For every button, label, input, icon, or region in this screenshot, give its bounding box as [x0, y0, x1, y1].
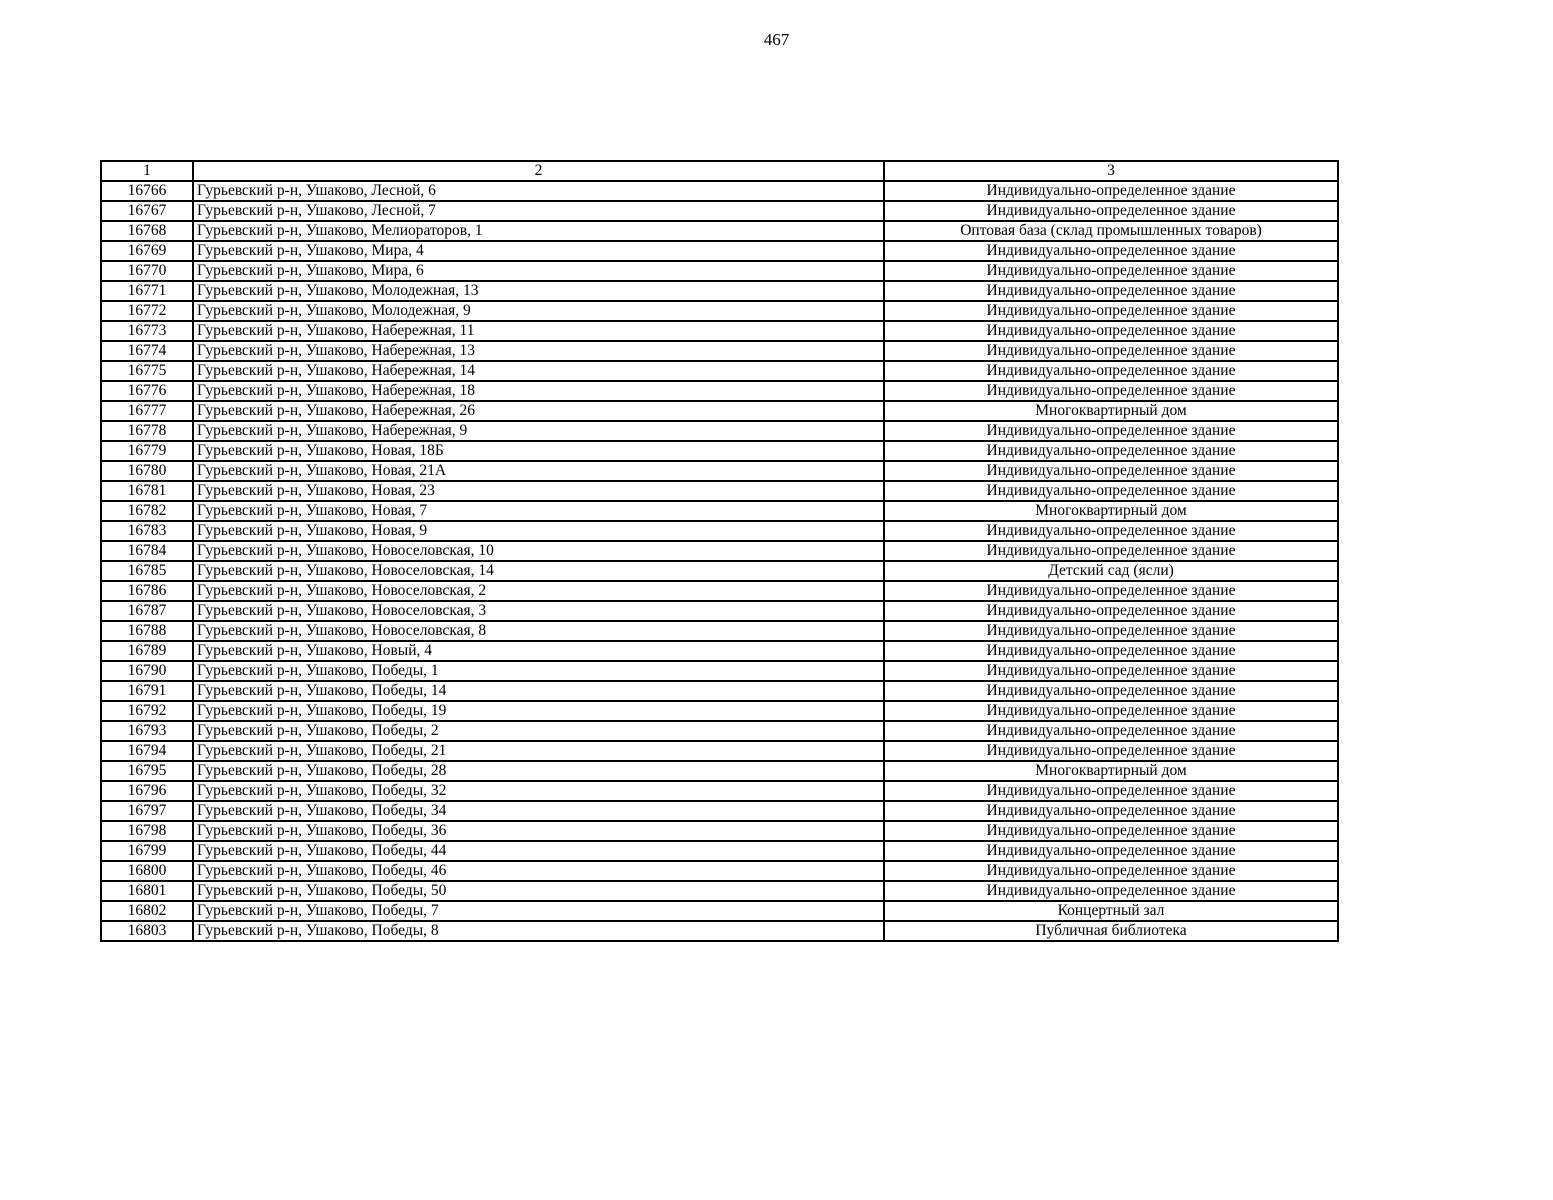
object-type-cell: Многоквартирный дом [884, 761, 1338, 781]
row-number-cell: 16796 [101, 781, 193, 801]
table-row [101, 381, 1338, 401]
row-number-cell: 16792 [101, 701, 193, 721]
table-row [101, 921, 1338, 941]
object-type-cell: Детский сад (ясли) [884, 561, 1338, 581]
table-row [101, 661, 1338, 681]
object-type-cell: Индивидуально-определенное здание [884, 481, 1338, 501]
object-type-cell: Публичная библиотека [884, 921, 1338, 941]
table-row [101, 281, 1338, 301]
address-cell: Гурьевский р-н, Ушаково, Лесной, 7 [193, 201, 884, 221]
row-number-cell: 16784 [101, 541, 193, 561]
row-number-cell: 16768 [101, 221, 193, 241]
address-cell: Гурьевский р-н, Ушаково, Победы, 1 [193, 661, 884, 681]
row-number-cell: 16794 [101, 741, 193, 761]
row-number-cell: 16801 [101, 881, 193, 901]
address-cell: Гурьевский р-н, Ушаково, Мира, 4 [193, 241, 884, 261]
address-cell: Гурьевский р-н, Ушаково, Молодежная, 13 [193, 281, 884, 301]
address-cell: Гурьевский р-н, Ушаково, Победы, 19 [193, 701, 884, 721]
table-body [101, 161, 1338, 941]
address-cell: Гурьевский р-н, Ушаково, Новая, 23 [193, 481, 884, 501]
object-type-cell: Индивидуально-определенное здание [884, 361, 1338, 381]
table-row [101, 841, 1338, 861]
table-row [101, 581, 1338, 601]
address-cell: Гурьевский р-н, Ушаково, Новоселовская, 14 [193, 561, 884, 581]
row-number-cell: 16774 [101, 341, 193, 361]
table-row [101, 341, 1338, 361]
address-cell: Гурьевский р-н, Ушаково, Победы, 28 [193, 761, 884, 781]
object-type-cell: Индивидуально-определенное здание [884, 821, 1338, 841]
table-row [101, 761, 1338, 781]
row-number-cell: 16788 [101, 621, 193, 641]
table-header-row [101, 161, 1338, 181]
row-number-cell: 16782 [101, 501, 193, 521]
table-row [101, 541, 1338, 561]
table-row [101, 901, 1338, 921]
address-cell: Гурьевский р-н, Ушаково, Молодежная, 9 [193, 301, 884, 321]
table-row [101, 461, 1338, 481]
table-row [101, 801, 1338, 821]
row-number-cell: 16787 [101, 601, 193, 621]
object-type-cell: Индивидуально-определенное здание [884, 341, 1338, 361]
address-cell: Гурьевский р-н, Ушаково, Новый, 4 [193, 641, 884, 661]
address-cell: Гурьевский р-н, Ушаково, Набережная, 14 [193, 361, 884, 381]
table-row [101, 321, 1338, 341]
address-cell: Гурьевский р-н, Ушаково, Новая, 7 [193, 501, 884, 521]
object-type-cell: Концертный зал [884, 901, 1338, 921]
row-number-cell: 16769 [101, 241, 193, 261]
address-cell: Гурьевский р-н, Ушаково, Набережная, 18 [193, 381, 884, 401]
object-type-cell: Индивидуально-определенное здание [884, 841, 1338, 861]
address-cell: Гурьевский р-н, Ушаково, Мелиораторов, 1 [193, 221, 884, 241]
table-row [101, 741, 1338, 761]
address-cell: Гурьевский р-н, Ушаково, Победы, 8 [193, 921, 884, 941]
address-cell: Гурьевский р-н, Ушаково, Набережная, 26 [193, 401, 884, 421]
address-cell: Гурьевский р-н, Ушаково, Новая, 21А [193, 461, 884, 481]
object-type-cell: Индивидуально-определенное здание [884, 621, 1338, 641]
table-row [101, 401, 1338, 421]
row-number-cell: 16795 [101, 761, 193, 781]
address-cell: Гурьевский р-н, Ушаково, Новоселовская, 10 [193, 541, 884, 561]
row-number-cell: 16770 [101, 261, 193, 281]
header-cell-1: 1 [101, 161, 193, 181]
row-number-cell: 16777 [101, 401, 193, 421]
row-number-cell: 16799 [101, 841, 193, 861]
object-type-cell: Индивидуально-определенное здание [884, 741, 1338, 761]
address-cell: Гурьевский р-н, Ушаково, Новоселовская, 3 [193, 601, 884, 621]
object-type-cell: Оптовая база (склад промышленных товаров) [884, 221, 1338, 241]
row-number-cell: 16771 [101, 281, 193, 301]
table-row [101, 681, 1338, 701]
table-row [101, 561, 1338, 581]
address-cell: Гурьевский р-н, Ушаково, Победы, 7 [193, 901, 884, 921]
object-type-cell: Индивидуально-определенное здание [884, 801, 1338, 821]
row-number-cell: 16793 [101, 721, 193, 741]
address-cell: Гурьевский р-н, Ушаково, Лесной, 6 [193, 181, 884, 201]
row-number-cell: 16802 [101, 901, 193, 921]
address-cell: Гурьевский р-н, Ушаково, Победы, 46 [193, 861, 884, 881]
address-cell: Гурьевский р-н, Ушаково, Победы, 14 [193, 681, 884, 701]
object-type-cell: Индивидуально-определенное здание [884, 321, 1338, 341]
table-row [101, 361, 1338, 381]
table-row [101, 201, 1338, 221]
address-cell: Гурьевский р-н, Ушаково, Новоселовская, 2 [193, 581, 884, 601]
address-cell: Гурьевский р-н, Ушаково, Набережная, 13 [193, 341, 884, 361]
object-type-cell: Индивидуально-определенное здание [884, 301, 1338, 321]
object-type-cell: Индивидуально-определенное здание [884, 581, 1338, 601]
table-row [101, 441, 1338, 461]
row-number-cell: 16780 [101, 461, 193, 481]
row-number-cell: 16800 [101, 861, 193, 881]
object-type-cell: Индивидуально-определенное здание [884, 281, 1338, 301]
address-cell: Гурьевский р-н, Ушаково, Победы, 44 [193, 841, 884, 861]
table-row [101, 721, 1338, 741]
header-cell-3: 3 [884, 161, 1338, 181]
address-cell: Гурьевский р-н, Ушаково, Новая, 18Б [193, 441, 884, 461]
row-number-cell: 16773 [101, 321, 193, 341]
row-number-cell: 16775 [101, 361, 193, 381]
table-row [101, 241, 1338, 261]
table-row [101, 261, 1338, 281]
object-type-cell: Индивидуально-определенное здание [884, 601, 1338, 621]
table-row [101, 881, 1338, 901]
object-type-cell: Индивидуально-определенное здание [884, 421, 1338, 441]
row-number-cell: 16789 [101, 641, 193, 661]
object-type-cell: Индивидуально-определенное здание [884, 641, 1338, 661]
table-row [101, 821, 1338, 841]
header-cell-2: 2 [193, 161, 884, 181]
object-type-cell: Индивидуально-определенное здание [884, 861, 1338, 881]
row-number-cell: 16790 [101, 661, 193, 681]
object-type-cell: Индивидуально-определенное здание [884, 201, 1338, 221]
table-row [101, 621, 1338, 641]
row-number-cell: 16779 [101, 441, 193, 461]
address-cell: Гурьевский р-н, Ушаково, Победы, 32 [193, 781, 884, 801]
object-type-cell: Многоквартирный дом [884, 501, 1338, 521]
page-number: 467 [763, 30, 790, 49]
object-type-cell: Индивидуально-определенное здание [884, 241, 1338, 261]
row-number-cell: 16781 [101, 481, 193, 501]
object-type-cell: Индивидуально-определенное здание [884, 261, 1338, 281]
table-row [101, 501, 1338, 521]
object-type-cell: Индивидуально-определенное здание [884, 721, 1338, 741]
registry-table [100, 160, 1339, 942]
address-cell: Гурьевский р-н, Ушаково, Набережная, 11 [193, 321, 884, 341]
address-cell: Гурьевский р-н, Ушаково, Новоселовская, 8 [193, 621, 884, 641]
table-row [101, 701, 1338, 721]
row-number-cell: 16791 [101, 681, 193, 701]
row-number-cell: 16772 [101, 301, 193, 321]
address-cell: Гурьевский р-н, Ушаково, Мира, 6 [193, 261, 884, 281]
object-type-cell: Индивидуально-определенное здание [884, 681, 1338, 701]
address-cell: Гурьевский р-н, Ушаково, Победы, 34 [193, 801, 884, 821]
table-row [101, 181, 1338, 201]
table-row [101, 521, 1338, 541]
address-cell: Гурьевский р-н, Ушаково, Новая, 9 [193, 521, 884, 541]
address-cell: Гурьевский р-н, Ушаково, Победы, 21 [193, 741, 884, 761]
row-number-cell: 16785 [101, 561, 193, 581]
table-row [101, 861, 1338, 881]
row-number-cell: 16767 [101, 201, 193, 221]
object-type-cell: Индивидуально-определенное здание [884, 461, 1338, 481]
table-row [101, 221, 1338, 241]
address-cell: Гурьевский р-н, Ушаково, Победы, 50 [193, 881, 884, 901]
table-row [101, 601, 1338, 621]
object-type-cell: Индивидуально-определенное здание [884, 881, 1338, 901]
row-number-cell: 16766 [101, 181, 193, 201]
row-number-cell: 16783 [101, 521, 193, 541]
table-row [101, 781, 1338, 801]
object-type-cell: Индивидуально-определенное здание [884, 441, 1338, 461]
object-type-cell: Индивидуально-определенное здание [884, 661, 1338, 681]
object-type-cell: Индивидуально-определенное здание [884, 521, 1338, 541]
table-row [101, 641, 1338, 661]
row-number-cell: 16776 [101, 381, 193, 401]
object-type-cell: Индивидуально-определенное здание [884, 381, 1338, 401]
row-number-cell: 16797 [101, 801, 193, 821]
table-row [101, 301, 1338, 321]
object-type-cell: Индивидуально-определенное здание [884, 181, 1338, 201]
row-number-cell: 16798 [101, 821, 193, 841]
object-type-cell: Многоквартирный дом [884, 401, 1338, 421]
table-row [101, 481, 1338, 501]
row-number-cell: 16778 [101, 421, 193, 441]
row-number-cell: 16803 [101, 921, 193, 941]
table-row [101, 421, 1338, 441]
address-cell: Гурьевский р-н, Ушаково, Победы, 2 [193, 721, 884, 741]
address-cell: Гурьевский р-н, Ушаково, Победы, 36 [193, 821, 884, 841]
address-cell: Гурьевский р-н, Ушаково, Набережная, 9 [193, 421, 884, 441]
object-type-cell: Индивидуально-определенное здание [884, 541, 1338, 561]
object-type-cell: Индивидуально-определенное здание [884, 781, 1338, 801]
row-number-cell: 16786 [101, 581, 193, 601]
object-type-cell: Индивидуально-определенное здание [884, 701, 1338, 721]
